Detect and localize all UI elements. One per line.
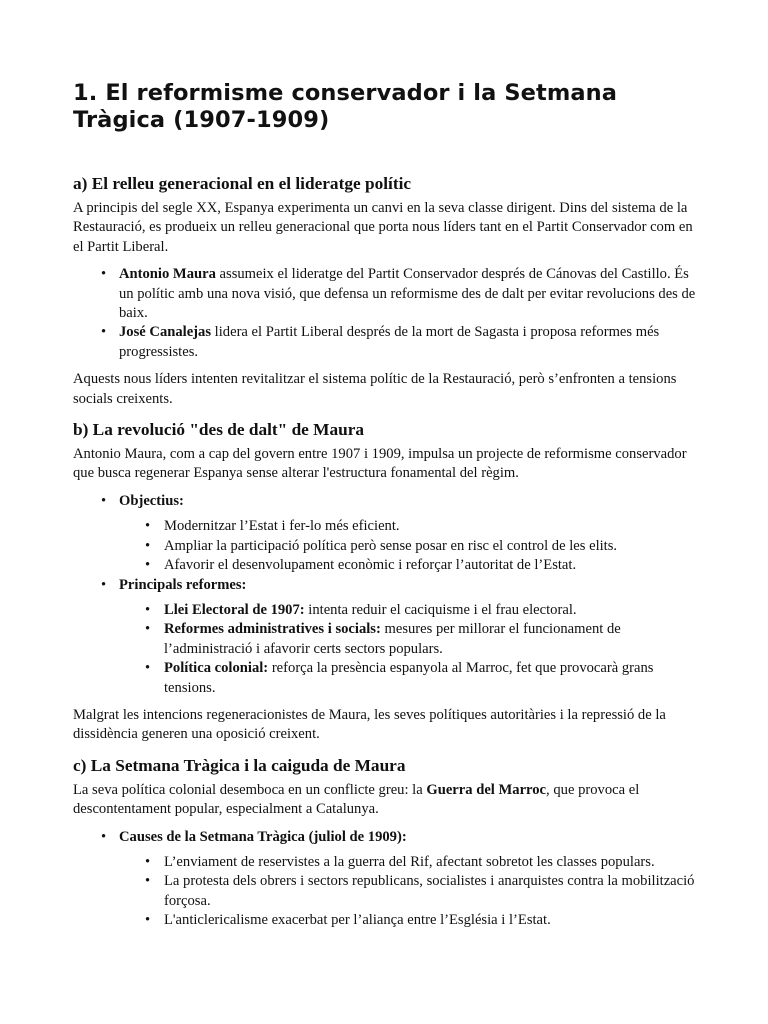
bullet-icon: • bbox=[101, 492, 107, 509]
bullet-icon: • bbox=[145, 621, 151, 638]
causes-sublist bbox=[119, 853, 699, 931]
intro-text: La seva política colonial desemboca en un conflicte greu: la bbox=[73, 781, 427, 798]
list-item bbox=[73, 659, 699, 698]
list-item bbox=[73, 556, 699, 575]
bullet-icon: • bbox=[145, 557, 151, 574]
intro-bold: Guerra del Marroc bbox=[426, 781, 547, 798]
reform-name: Llei Electoral de 1907: bbox=[164, 601, 305, 618]
list-item bbox=[73, 492, 699, 576]
section-b-intro: Antonio Maura, com a cap del govern entre 1907 i 1909, impulsa un projecte de reformisme conservador que busca regenerar Espanya sense alterar l'estructura fonamental del règim. bbox=[73, 446, 687, 482]
list-item-text: L’enviament de reservistes a la guerra del Rif, afectant sobretot les classes populars. bbox=[164, 853, 655, 870]
bullet-icon: • bbox=[101, 324, 107, 341]
leader-name: José Canalejas bbox=[119, 324, 212, 341]
section-a-outro: Aquests nous líders intenten revitalitzar el sistema polític de la Restauració, però s’enfronten a tensions socials creixents. bbox=[73, 371, 677, 407]
bullet-icon: • bbox=[145, 912, 151, 929]
list-item-text: Afavorir el desenvolupament econòmic i reforçar l’autoritat de l’Estat. bbox=[164, 557, 577, 574]
bullet-icon: • bbox=[101, 266, 107, 283]
bullet-icon: • bbox=[101, 576, 107, 593]
section-b-heading: b) La revolució "des de dalt" de Maura bbox=[73, 420, 365, 440]
document-page bbox=[73, 0, 699, 931]
list-item bbox=[73, 323, 699, 362]
list-item-text: assumeix el lideratge del Partit Conservador després de Cánovas del Castillo. És un polític amb una nova visió, que defensa un reformisme des de dalt per evitar revolucions des de baix. bbox=[119, 266, 696, 322]
reformes-label: Principals reformes: bbox=[119, 576, 247, 593]
section-c-heading: c) La Setmana Tràgica i la caiguda de Maura bbox=[73, 755, 406, 775]
section-b-outro: Malgrat les intencions regeneracionistes de Maura, les seves polítiques autoritàries i la repressió de la dissidència generen una oposició creixent. bbox=[73, 706, 666, 743]
bullet-icon: • bbox=[101, 828, 107, 845]
list-item-text: reforça la presència espanyola al Marroc, fet que provocarà grans tensions. bbox=[164, 660, 654, 696]
list-item bbox=[73, 872, 699, 911]
list-item-text: Ampliar la participació política però sense posar en risc el control de les elits. bbox=[164, 537, 618, 554]
section-b-list bbox=[73, 492, 699, 698]
bullet-icon: • bbox=[145, 537, 151, 554]
list-item-text: La protesta dels obrers i sectors republicans, socialistes i anarquistes contra la mobilització forçosa. bbox=[164, 873, 695, 909]
list-item-text: Modernitzar l’Estat i fer-lo més eficient. bbox=[164, 518, 400, 535]
objectius-sublist bbox=[119, 517, 699, 575]
bullet-icon: • bbox=[145, 873, 151, 890]
section-a-heading: a) El relleu generacional en el lideratge polític bbox=[73, 174, 412, 193]
list-item bbox=[73, 911, 699, 930]
list-item bbox=[73, 601, 699, 620]
page-title: 1. El reformisme conservador i la Setmana Tràgica (1907-1909) bbox=[73, 80, 618, 133]
list-item-text: intenta reduir el caciquisme i el frau electoral. bbox=[304, 601, 577, 618]
reformes-sublist bbox=[119, 601, 699, 698]
intro-text: , que provoca el descontentament popular, especialment a Catalunya. bbox=[73, 781, 640, 818]
list-item bbox=[73, 265, 699, 323]
reform-name: Reformes administratives i socials: bbox=[164, 621, 381, 638]
reform-name: Política colonial: bbox=[164, 660, 269, 677]
section-c-list bbox=[73, 828, 699, 931]
list-item bbox=[73, 620, 699, 659]
bullet-icon: • bbox=[145, 660, 151, 677]
list-item-text: L'anticlericalisme exacerbat per l’aliança entre l’Església i l’Estat. bbox=[164, 912, 551, 929]
section-a-intro: A principis del segle XX, Espanya experimenta un canvi en la seva classe dirigent. Dins del sistema de la Restauració, es produeix un relleu generacional que porta nous líders tant en el Partit Conservador com en el Partit Liberal. bbox=[73, 200, 693, 255]
bullet-icon: • bbox=[145, 601, 151, 618]
bullet-icon: • bbox=[145, 518, 151, 535]
list-item bbox=[73, 517, 699, 536]
list-item bbox=[73, 576, 699, 698]
section-a-list bbox=[73, 265, 699, 362]
section-c-intro bbox=[73, 781, 699, 820]
list-item-text: mesures per millorar el funcionament de l’administració i afavorir certs sectors populars. bbox=[164, 621, 621, 657]
objectius-label: Objectius: bbox=[119, 492, 184, 509]
list-item-text: lidera el Partit Liberal després de la mort de Sagasta i proposa reformes més progressistes. bbox=[119, 324, 660, 360]
list-item bbox=[73, 537, 699, 556]
list-item bbox=[73, 828, 699, 931]
bullet-icon: • bbox=[145, 853, 151, 870]
causes-label: Causes de la Setmana Tràgica (juliol de 1909): bbox=[119, 828, 407, 845]
leader-name: Antonio Maura bbox=[119, 266, 216, 283]
list-item bbox=[73, 853, 699, 872]
